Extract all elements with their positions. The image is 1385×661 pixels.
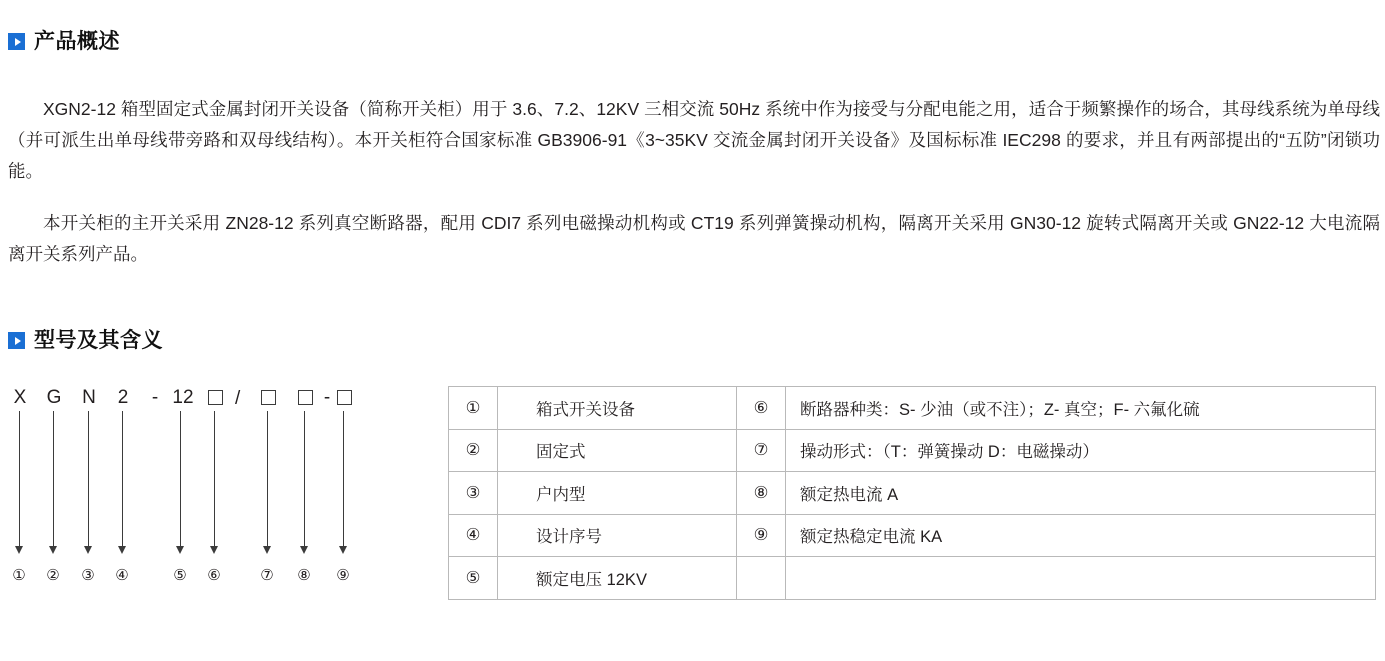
- leader-line-9: [343, 411, 344, 549]
- table-row: [449, 429, 1376, 472]
- code-box-7: [261, 390, 276, 405]
- leader-arrow-8: [300, 546, 308, 554]
- section-heading-model: [8, 330, 163, 351]
- model-code-diagram: [0, 378, 420, 603]
- leader-line-8: [304, 411, 305, 549]
- section-title-model: 型号及其含义: [34, 329, 163, 352]
- leader-line-6: [214, 411, 215, 549]
- leader-line-1: [19, 411, 20, 549]
- code-char-2: 2: [117, 387, 129, 408]
- callout-7: ⑦: [260, 567, 274, 584]
- callout-1: ①: [12, 567, 26, 584]
- code-char-n: N: [82, 387, 96, 408]
- section-title-overview: 产品概述: [34, 30, 120, 53]
- code-char-dash-2: -: [323, 387, 331, 408]
- cell-index-left: ③: [449, 472, 498, 515]
- cell-index-left: ①: [449, 387, 498, 430]
- leader-line-7: [267, 411, 268, 549]
- code-separator-slash: /: [235, 388, 241, 409]
- cell-label-right-empty: [786, 557, 1376, 600]
- callout-4: ④: [115, 567, 129, 584]
- table-row: [449, 472, 1376, 515]
- cell-label-left: 固定式: [498, 429, 737, 472]
- leader-arrow-5: [176, 546, 184, 554]
- cell-index-left: ④: [449, 514, 498, 557]
- table-body: [449, 387, 1376, 600]
- code-char-dash-1: -: [151, 387, 159, 408]
- leader-arrow-1: [15, 546, 23, 554]
- leader-arrow-7: [263, 546, 271, 554]
- section-heading-overview: [8, 31, 120, 52]
- code-char-12: 12: [172, 387, 194, 408]
- callout-9: ⑨: [336, 567, 350, 584]
- leader-arrow-4: [118, 546, 126, 554]
- leader-line-3: [88, 411, 89, 549]
- cell-index-right: ⑥: [737, 387, 786, 430]
- cell-label-left: 设计序号: [498, 514, 737, 557]
- table-row: [449, 557, 1376, 600]
- cell-label-left: 箱式开关设备: [498, 387, 737, 430]
- code-box-8: [298, 390, 313, 405]
- cell-index-right: ⑦: [737, 429, 786, 472]
- callout-6: ⑥: [207, 567, 221, 584]
- leader-line-2: [53, 411, 54, 549]
- overview-paragraph-2: 本开关柜的主开关采用 ZN28-12 系列真空断路器，配用 CDI7 系列电磁操动机构或 CT19 系列弹簧操动机构，隔离开关采用 GN30-12 旋转式隔离开关或 GN22-12 大电流隔离开关系列产品。: [8, 212, 1380, 264]
- table-row: [449, 514, 1376, 557]
- model-meaning-table: [448, 386, 1376, 600]
- callout-5: ⑤: [173, 567, 187, 584]
- overview-paragraph-1: XGN2-12 箱型固定式金属封闭开关设备（简称开关柜）用于 3.6、7.2、12KV 三相交流 50Hz 系统中作为接受与分配电能之用，适合于频繁操作的场合，其母线系统为单母线（并可派生出单母线带旁路和双母线结构）。本开关柜符合国家标准 GB3906-91《3~35KV 交流金属封闭开关设备》及国标标准 IEC298 的要求，并且有两部提出的“五防”闭锁功能。: [8, 98, 1380, 181]
- cell-index-left: ⑤: [449, 557, 498, 600]
- cell-label-right: 额定热稳定电流 KA: [786, 514, 1376, 557]
- leader-line-5: [180, 411, 181, 549]
- leader-arrow-2: [49, 546, 57, 554]
- cell-label-right: 额定热电流 A: [786, 472, 1376, 515]
- callout-2: ②: [46, 567, 60, 584]
- cell-index-left: ②: [449, 429, 498, 472]
- code-char-g: G: [46, 387, 62, 408]
- code-box-9: [337, 390, 352, 405]
- callout-8: ⑧: [297, 567, 311, 584]
- cell-label-left: 额定电压 12KV: [498, 557, 737, 600]
- triangle-marker-icon: [8, 33, 25, 50]
- triangle-marker-icon: [8, 332, 25, 349]
- callout-3: ③: [81, 567, 95, 584]
- leader-arrow-3: [84, 546, 92, 554]
- cell-index-right: ⑧: [737, 472, 786, 515]
- leader-arrow-9: [339, 546, 347, 554]
- cell-index-right-empty: [737, 557, 786, 600]
- cell-label-left: 户内型: [498, 472, 737, 515]
- code-box-6: [208, 390, 223, 405]
- code-char-x: X: [13, 387, 27, 408]
- cell-index-right: ⑨: [737, 514, 786, 557]
- leader-line-4: [122, 411, 123, 549]
- table-row: [449, 387, 1376, 430]
- leader-arrow-6: [210, 546, 218, 554]
- cell-label-right: 操动形式：（T：弹簧操动 D：电磁操动）: [786, 429, 1376, 472]
- cell-label-right: 断路器种类：S- 少油（或不注）；Z- 真空；F- 六氟化硫: [786, 387, 1376, 430]
